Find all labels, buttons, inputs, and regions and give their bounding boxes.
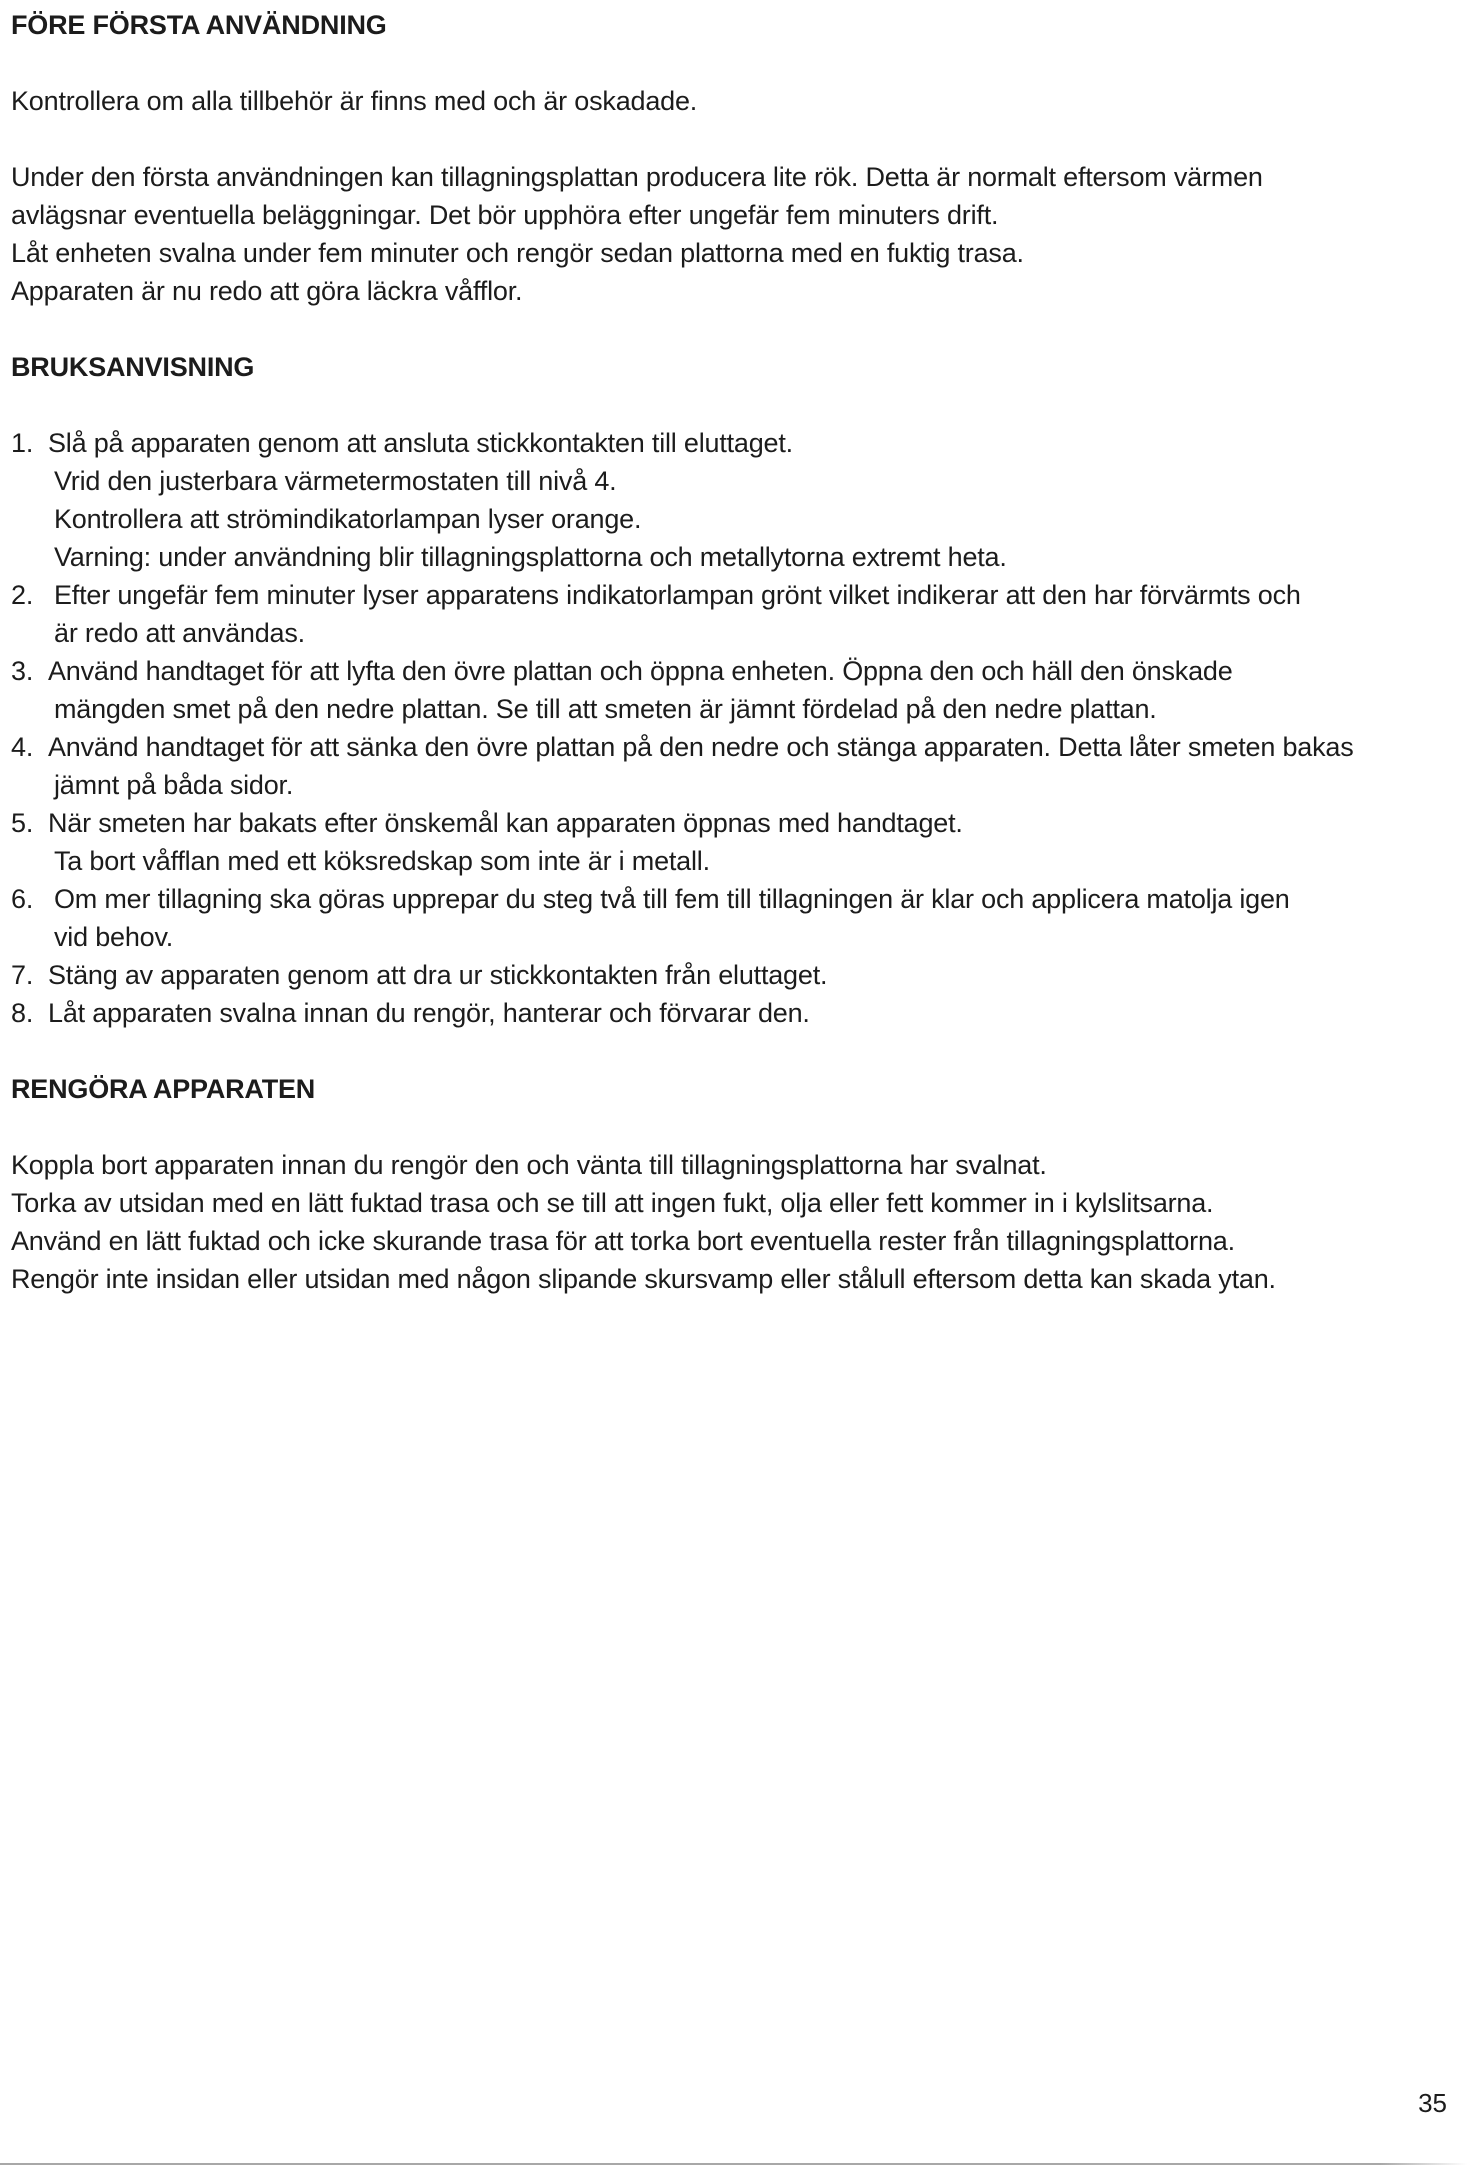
- text-line: Om mer tillagning ska göras upprepar du steg två till fem till tillagningen är klar och applicera matolja igen: [54, 884, 1290, 914]
- text-line: Slå på apparaten genom att ansluta stickkontakten till eluttaget.: [48, 428, 793, 458]
- section-heading-instructions: BRUKSANVISNING: [11, 352, 255, 382]
- list-item-step-8: [11, 994, 1456, 1032]
- text-line: Efter ungefär fem minuter lyser apparatens indikatorlampan grönt vilket indikerar att den har förvärmts och: [54, 580, 1301, 610]
- text-line: När smeten har bakats efter önskemål kan apparaten öppnas med handtaget.: [48, 808, 963, 838]
- text-line: Låt apparaten svalna innan du rengör, hanterar och förvarar den.: [48, 998, 810, 1028]
- list-item-step-1: [11, 424, 1456, 576]
- instruction-steps-list: [11, 424, 1456, 1032]
- footer-divider-fade: [1380, 2163, 1467, 2165]
- text-line: Rengör inte insidan eller utsidan med någon slipande skursvamp eller stålull eftersom detta kan skada ytan.: [11, 1264, 1276, 1294]
- step-number: 1.: [11, 428, 34, 458]
- text-line: Varning: under användning blir tillagningsplattorna och metallytorna extremt heta.: [54, 542, 1007, 572]
- text-line: Koppla bort apparaten innan du rengör den och vänta till tillagningsplattorna har svalnat.: [11, 1150, 1047, 1180]
- page-content: [11, 6, 1456, 1298]
- text-line: avlägsnar eventuella beläggningar. Det bör upphöra efter ungefär fem minuters drift.: [11, 200, 999, 230]
- paragraph-first-use: [11, 158, 1456, 310]
- paragraph-cleaning: [11, 1146, 1456, 1298]
- list-item-step-7: [11, 956, 1456, 994]
- step-number: 8.: [11, 998, 34, 1028]
- text-line: Använd en lätt fuktad och icke skurande trasa för att torka bort eventuella rester från tillagningsplattorna.: [11, 1226, 1235, 1256]
- page-number: 35: [1418, 2088, 1447, 2118]
- list-item-step-4: [11, 728, 1456, 804]
- spacer: [11, 310, 1456, 348]
- text-line: är redo att användas.: [54, 618, 305, 648]
- text-line: Använd handtaget för att lyfta den övre plattan och öppna enheten. Öppna den och häll den önskade: [48, 656, 1233, 686]
- step-number: 5.: [11, 808, 34, 838]
- list-item-step-6: [11, 880, 1456, 956]
- spacer: [11, 1108, 1456, 1146]
- spacer: [11, 386, 1456, 424]
- spacer: [11, 120, 1456, 158]
- section-heading-cleaning: RENGÖRA APPARATEN: [11, 1074, 316, 1104]
- text-line: jämnt på båda sidor.: [54, 770, 294, 800]
- spacer: [11, 44, 1456, 82]
- text-line: Kontrollera att strömindikatorlampan lyser orange.: [54, 504, 642, 534]
- list-item-step-5: [11, 804, 1456, 880]
- text-line: Använd handtaget för att sänka den övre plattan på den nedre och stänga apparaten. Detta låter smeten bakas: [48, 732, 1354, 762]
- section-heading-first-use: FÖRE FÖRSTA ANVÄNDNING: [11, 10, 387, 40]
- text-line: Stäng av apparaten genom att dra ur stickkontakten från eluttaget.: [48, 960, 828, 990]
- text-line: Torka av utsidan med en lätt fuktad trasa och se till att ingen fukt, olja eller fett kommer in i kylslitsarna.: [11, 1188, 1214, 1218]
- list-item-step-3: [11, 652, 1456, 728]
- text-line: Låt enheten svalna under fem minuter och rengör sedan plattorna med en fuktig trasa.: [11, 238, 1024, 268]
- step-number: 2.: [11, 580, 34, 610]
- step-number: 6.: [11, 884, 34, 914]
- text-line: vid behov.: [54, 922, 174, 952]
- text-line: mängden smet på den nedre plattan. Se till att smeten är jämnt fördelad på den nedre plattan.: [54, 694, 1157, 724]
- footer-divider: [0, 2163, 1380, 2165]
- step-number: 4.: [11, 732, 34, 762]
- text-line: Ta bort våfflan med ett köksredskap som inte är i metall.: [54, 846, 710, 876]
- spacer: [11, 1032, 1456, 1070]
- text-line: Apparaten är nu redo att göra läckra våfflor.: [11, 276, 523, 306]
- list-item-step-2: [11, 576, 1456, 652]
- text-line: Under den första användningen kan tillagningsplattan producera lite rök. Detta är normalt eftersom värmen: [11, 162, 1263, 192]
- text-line: Vrid den justerbara värmetermostaten till nivå 4.: [54, 466, 617, 496]
- paragraph-accessories: Kontrollera om alla tillbehör är finns med och är oskadade.: [11, 86, 698, 116]
- step-number: 7.: [11, 960, 34, 990]
- step-number: 3.: [11, 656, 34, 686]
